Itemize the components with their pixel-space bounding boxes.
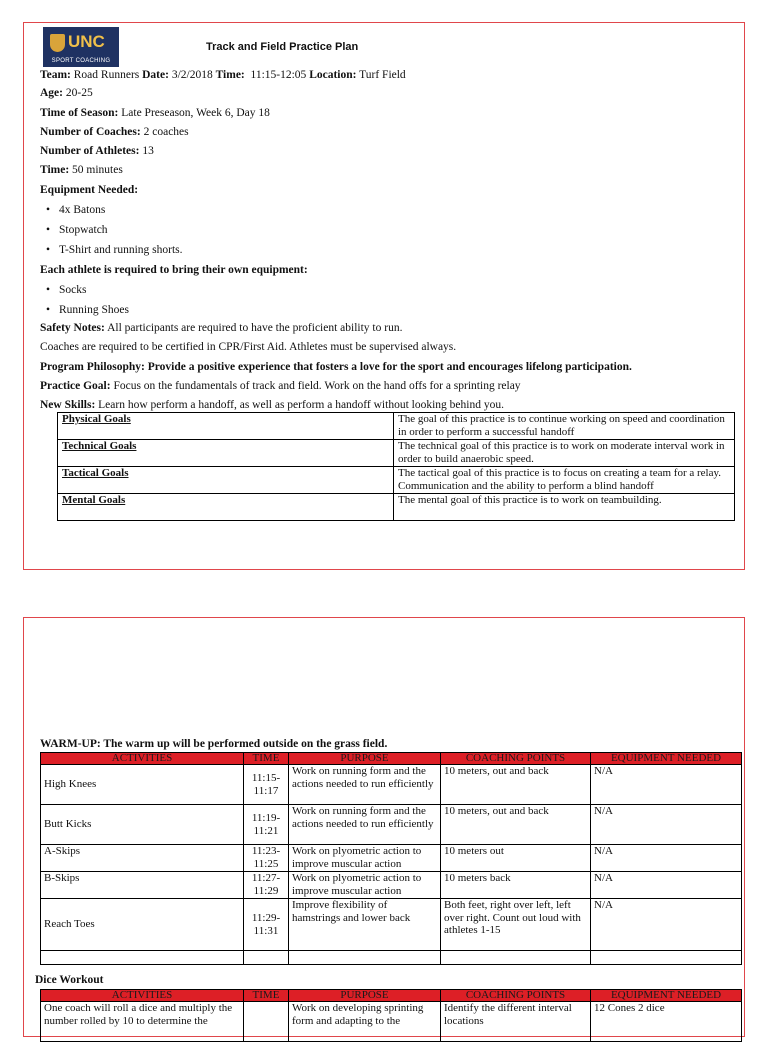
- goal-name: Tactical Goals: [58, 467, 394, 494]
- table-row: [58, 440, 735, 467]
- new-skills-line: New Skills: Learn how perform a handoff, as well as perform a handoff without looking behind you.: [40, 399, 504, 411]
- activity-cell: One coach will roll a dice and multiply the number rolled by 10 to determine the: [41, 1002, 244, 1042]
- goal-name: Physical Goals: [58, 413, 394, 440]
- coaching-cell: 10 meters, out and back: [441, 765, 591, 805]
- empty-cell: [441, 951, 591, 965]
- table-row: [41, 1002, 742, 1042]
- equipment-cell: N/A: [591, 872, 742, 899]
- time-cell: [244, 1002, 289, 1042]
- athletes-line: Number of Athletes: 13: [40, 145, 154, 157]
- team-line: Team: Road Runners Date: 3/2/2018 Time: 11:15-12:05 Location: Turf Field: [40, 69, 406, 81]
- page-one: [23, 22, 745, 570]
- age-line: Age: 20-25: [40, 87, 93, 99]
- purpose-cell: Work on running form and the actions needed to run efficiently: [289, 765, 441, 805]
- column-header: PURPOSE: [289, 753, 441, 765]
- safety-line: Safety Notes: All participants are required to have the proficient ability to run.: [40, 322, 403, 334]
- goal-text: The technical goal of this practice is to work on moderate interval work in order to build anaerobic speed.: [394, 440, 735, 467]
- goal-text: The tactical goal of this practice is to focus on creating a team for a relay. Communication and the ability to perform a blind handoff: [394, 467, 735, 494]
- coaching-cell: Identify the different interval locations: [441, 1002, 591, 1042]
- duration-line: Time: 50 minutes: [40, 164, 123, 176]
- activity-cell: Butt Kicks: [41, 805, 244, 845]
- goal-text: The goal of this practice is to continue working on speed and coordination in order to perform a successful handoff: [394, 413, 735, 440]
- purpose-cell: Work on plyometric action to improve muscular action: [289, 845, 441, 872]
- page-two: [23, 617, 745, 1037]
- time-cell: 11:15-11:17: [244, 765, 289, 805]
- equipment-cell: N/A: [591, 765, 742, 805]
- column-header: ACTIVITIES: [41, 753, 244, 765]
- goal-name: Mental Goals: [58, 494, 394, 521]
- activity-cell: Reach Toes: [41, 899, 244, 951]
- time-cell: 11:19-11:21: [244, 805, 289, 845]
- equipment-cell: N/A: [591, 899, 742, 951]
- activity-cell: High Knees: [41, 765, 244, 805]
- warmup-table: [40, 752, 742, 965]
- goal-text: The mental goal of this practice is to work on teambuilding.: [394, 494, 735, 521]
- empty-cell: [41, 951, 244, 965]
- equipment-heading: Equipment Needed:: [40, 184, 139, 196]
- table-row: [41, 845, 742, 872]
- logo-mark: UNC: [68, 32, 105, 51]
- equipment-item: • 4x Batons: [59, 203, 105, 217]
- own-equipment-heading: Each athlete is required to bring their own equipment:: [40, 264, 308, 276]
- purpose-cell: Work on running form and the actions needed to run efficiently: [289, 805, 441, 845]
- dice-table: [40, 989, 742, 1042]
- column-header: TIME: [244, 990, 289, 1002]
- warmup-heading: WARM-UP: The warm up will be performed outside on the grass field.: [40, 738, 388, 750]
- column-header: COACHING POINTS: [441, 753, 591, 765]
- activity-cell: A-Skips: [41, 845, 244, 872]
- coaches-line: Number of Coaches: 2 coaches: [40, 126, 189, 138]
- column-header: COACHING POINTS: [441, 990, 591, 1002]
- empty-cell: [591, 951, 742, 965]
- dice-heading: Dice Workout: [35, 974, 104, 986]
- purpose-cell: Work on plyometric action to improve muscular action: [289, 872, 441, 899]
- table-row: [41, 805, 742, 845]
- own-equipment-item: • Socks: [59, 283, 86, 297]
- purpose-cell: Improve flexibility of hamstrings and lower back: [289, 899, 441, 951]
- table-row: [41, 951, 742, 965]
- equipment-item: • Stopwatch: [59, 223, 108, 237]
- coaching-cell: 10 meters, out and back: [441, 805, 591, 845]
- empty-cell: [244, 951, 289, 965]
- column-header: ACTIVITIES: [41, 990, 244, 1002]
- coaching-cell: 10 meters back: [441, 872, 591, 899]
- time-cell: 11:27-11:29: [244, 872, 289, 899]
- column-header: PURPOSE: [289, 990, 441, 1002]
- table-row: [41, 899, 742, 951]
- goals-table: [57, 412, 735, 521]
- logo-subtitle: SPORT COACHING: [51, 58, 111, 64]
- equipment-cell: 12 Cones 2 dice: [591, 1002, 742, 1042]
- table-row: [58, 413, 735, 440]
- table-header-row: [41, 753, 742, 765]
- table-header-row: [41, 990, 742, 1002]
- goal-name: Technical Goals: [58, 440, 394, 467]
- philosophy-line: Program Philosophy: Provide a positive experience that fosters a love for the sport and encourages lifelong participation.: [40, 361, 632, 373]
- table-row: [58, 467, 735, 494]
- coaching-cell: 10 meters out: [441, 845, 591, 872]
- safety-line-2: Coaches are required to be certified in CPR/First Aid. Athletes must be supervised always.: [40, 341, 457, 353]
- time-cell: 11:23-11:25: [244, 845, 289, 872]
- equipment-cell: N/A: [591, 845, 742, 872]
- time-cell: 11:29-11:31: [244, 899, 289, 951]
- coaching-cell: Both feet, right over left, left over right. Count out loud with athletes 1-15: [441, 899, 591, 951]
- own-equipment-item: • Running Shoes: [59, 303, 129, 317]
- season-line: Time of Season: Late Preseason, Week 6, Day 18: [40, 107, 270, 119]
- table-row: [41, 765, 742, 805]
- table-row: [41, 872, 742, 899]
- unc-logo: [43, 27, 119, 67]
- column-header: EQUIPMENT NEEDED: [591, 753, 742, 765]
- column-header: EQUIPMENT NEEDED: [591, 990, 742, 1002]
- equipment-cell: N/A: [591, 805, 742, 845]
- activity-cell: B-Skips: [41, 872, 244, 899]
- column-header: TIME: [244, 753, 289, 765]
- practice-goal-line: Practice Goal: Focus on the fundamentals of track and field. Work on the hand offs for a sprinting relay: [40, 380, 521, 392]
- empty-cell: [289, 951, 441, 965]
- purpose-cell: Work on developing sprinting form and adapting to the: [289, 1002, 441, 1042]
- page-title: Track and Field Practice Plan: [206, 41, 359, 53]
- equipment-item: • T-Shirt and running shorts.: [59, 243, 183, 257]
- shield-icon: [50, 34, 65, 52]
- table-row: [58, 494, 735, 521]
